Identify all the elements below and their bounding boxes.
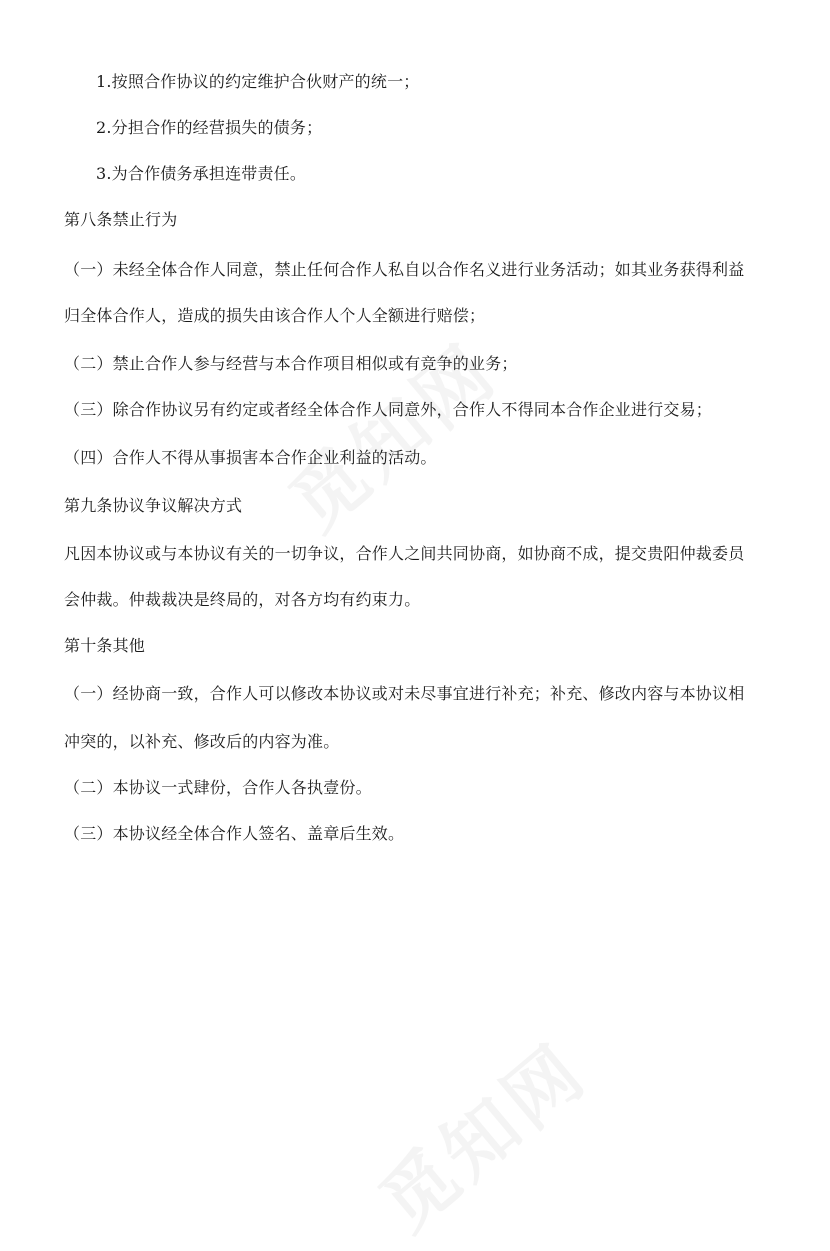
article-8-clause-4: （四）合作人不得从事损害本合作企业利益的活动。: [64, 448, 437, 467]
article-8-clause-3: （三）除合作协议另有约定或者经全体合作人同意外，合作人不得同本合作企业进行交易；: [64, 400, 713, 419]
list-item-1: 1.按照合作协议的约定维护合伙财产的统一；: [96, 72, 420, 91]
article-10-clause-1-line-2: 冲突的，以补充、修改后的内容为准。: [64, 732, 340, 751]
article-9-clause-line-1: 凡因本协议或与本协议有关的一切争议，合作人之间共同协商，如协商不成，提交贵阳仲裁委员: [64, 544, 745, 563]
list-item-2: 2.分担合作的经营损失的债务；: [96, 118, 323, 137]
article-9-clause-line-2: 会仲裁。仲裁裁决是终局的，对各方均有约束力。: [64, 590, 421, 609]
article-10-clause-1-line-1: （一）经协商一致，合作人可以修改本协议或对未尽事宜进行补充；补充、修改内容与本协议相: [64, 684, 745, 703]
article-9-heading: 第九条协议争议解决方式: [64, 496, 243, 515]
article-8-clause-2: （二）禁止合作人参与经营与本合作项目相似或有竞争的业务；: [64, 354, 518, 373]
article-8-clause-1-line-2: 归全体合作人，造成的损失由该合作人个人全额进行赔偿；: [64, 306, 486, 325]
article-10-heading: 第十条其他: [64, 636, 146, 655]
article-10-clause-2: （二）本协议一式肆份，合作人各执壹份。: [64, 778, 372, 797]
article-10-clause-3: （三）本协议经全体合作人签名、盖章后生效。: [64, 824, 405, 843]
article-8-heading: 第八条禁止行为: [64, 210, 178, 229]
article-8-clause-1-line-1: （一）未经全体合作人同意，禁止任何合作人私自以合作名义进行业务活动；如其业务获得利益: [64, 260, 745, 279]
list-item-3: 3.为合作债务承担连带责任。: [96, 164, 307, 183]
watermark-logo: [354, 1015, 606, 1250]
